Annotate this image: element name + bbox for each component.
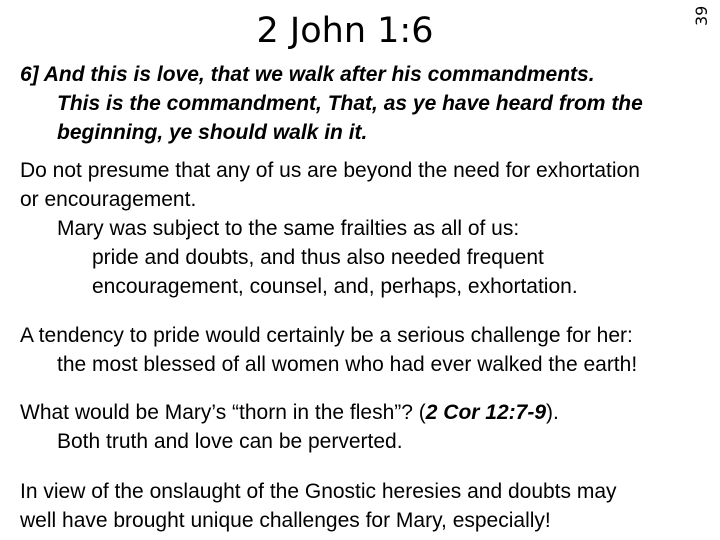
paragraph-gnostic bbox=[20, 477, 710, 535]
paragraph-2-line-1: A tendency to pride would certainly be a serious challenge for her: bbox=[20, 324, 633, 347]
paragraph-1-line-5: encouragement, counsel, and, perhaps, exhortation. bbox=[92, 275, 578, 298]
page-number-text: 39 bbox=[692, 5, 711, 26]
scripture-reference: 2 Cor 12:7-9 bbox=[425, 401, 547, 424]
paragraph-exhortation bbox=[20, 156, 710, 301]
paragraph-thorn bbox=[20, 398, 710, 456]
paragraph-1-line-1: Do not presume that any of us are beyond the need for exhortation bbox=[20, 159, 640, 182]
paragraph-pride bbox=[20, 321, 710, 379]
paragraph-4-line-2: well have brought unique challenges for Mary, especially! bbox=[20, 509, 551, 532]
paragraph-1-line-4: pride and doubts, and thus also needed frequent bbox=[92, 246, 544, 269]
paragraph-1-line-2: or encouragement. bbox=[20, 188, 197, 211]
verse-line-3: beginning, ye should walk in it. bbox=[57, 121, 368, 144]
paragraph-3-text-before: What would be Mary’s “thorn in the flesh”? ( bbox=[20, 401, 426, 424]
verse-line-2: This is the commandment, That, as ye have heard from the bbox=[57, 92, 643, 115]
paragraph-2-line-2: the most blessed of all women who had ever walked the earth! bbox=[57, 353, 638, 376]
paragraph-4-line-1: In view of the onslaught of the Gnostic heresies and doubts may bbox=[20, 480, 617, 503]
verse-line-1: 6] And this is love, that we walk after his commandments. bbox=[20, 63, 595, 86]
paragraph-1-line-3: Mary was subject to the same frailties as all of us: bbox=[57, 217, 520, 240]
page-number bbox=[690, 0, 720, 30]
paragraph-3-line-1 bbox=[20, 398, 710, 427]
paragraph-3-line-2: Both truth and love can be perverted. bbox=[57, 430, 403, 453]
verse-text bbox=[20, 60, 710, 147]
paragraph-3-text-after: ). bbox=[546, 401, 559, 424]
slide-title: 2 John 1:6 bbox=[256, 11, 434, 51]
